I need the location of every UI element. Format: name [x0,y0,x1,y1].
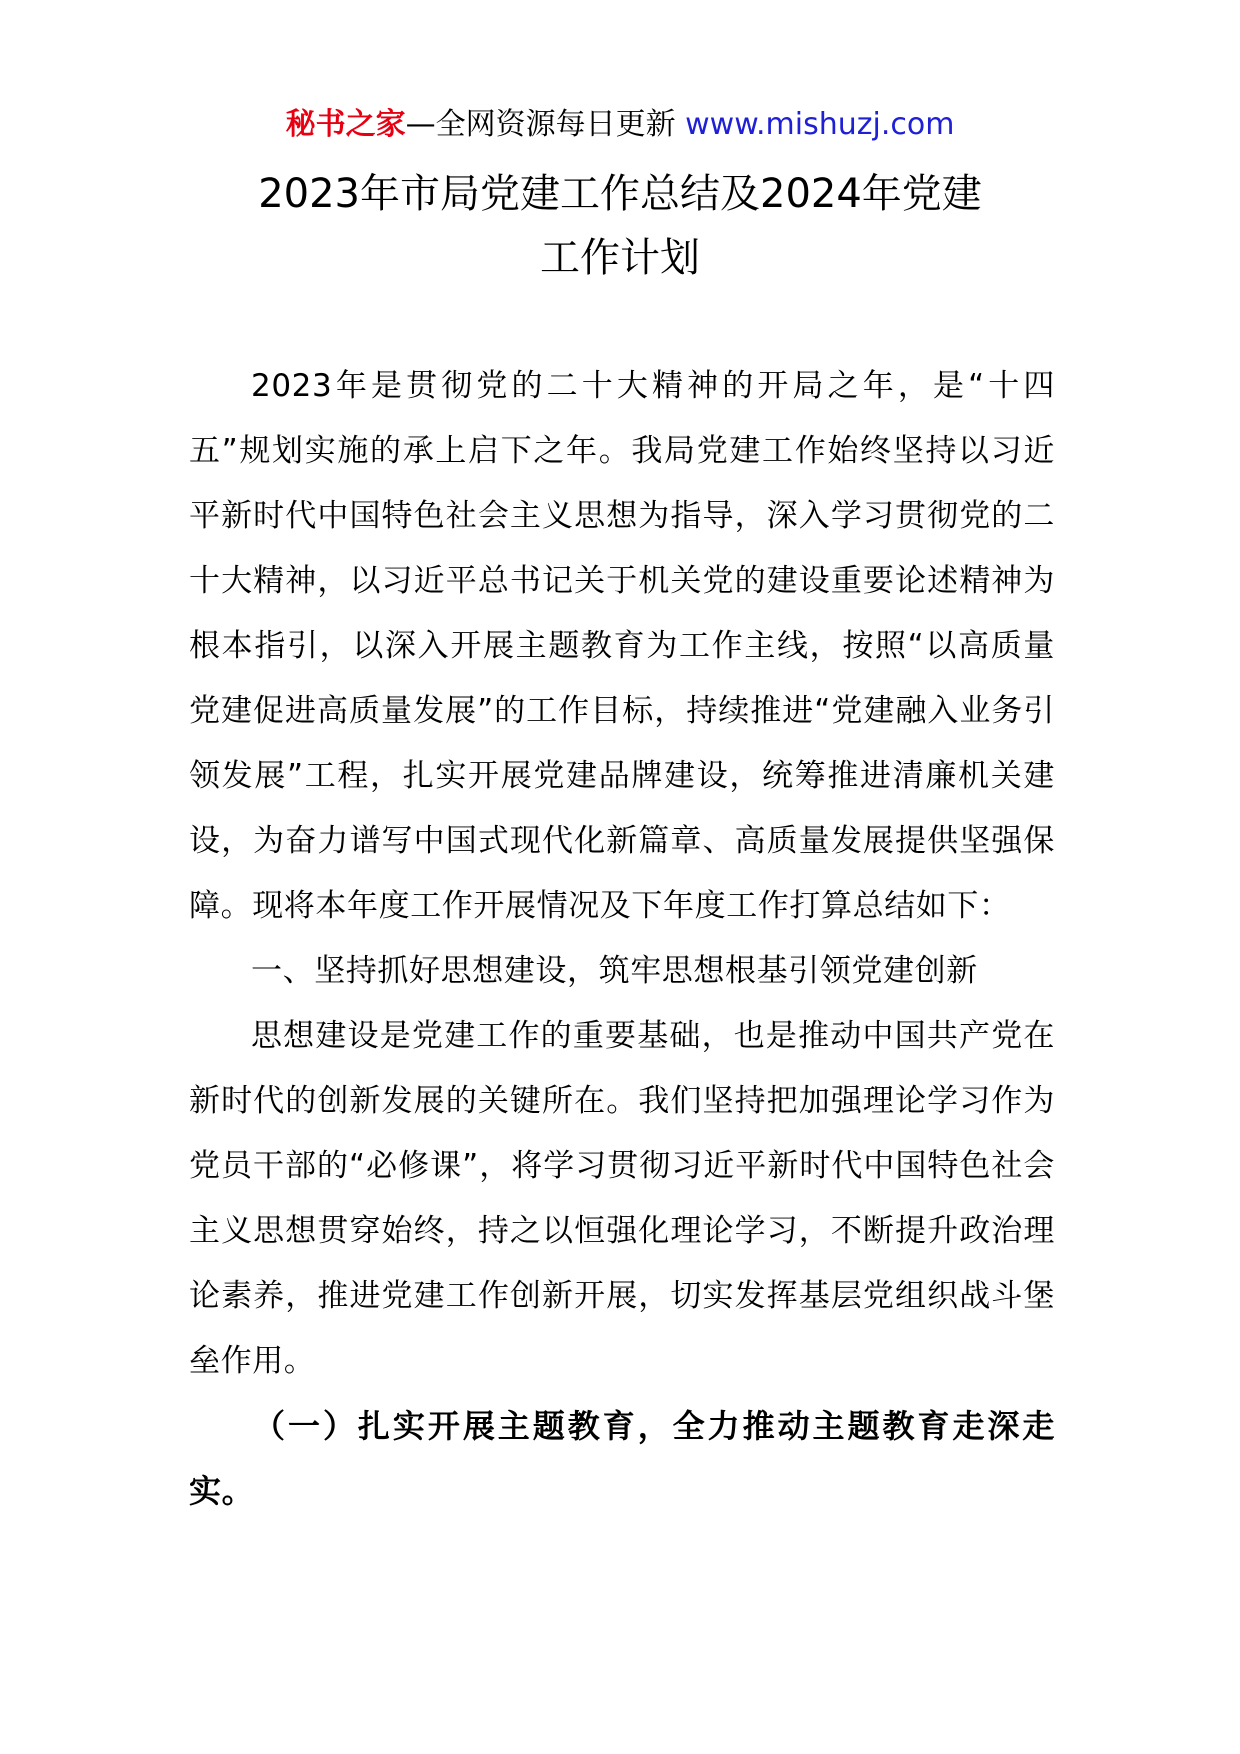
document-title-line-1: 2023年市局党建工作总结及2024年党建 [258,171,982,217]
site-url-link[interactable]: www.mishuzj.com [685,107,955,142]
intro-paragraph: 2023年是贯彻党的二十大精神的开局之年，是“十四五”规划实施的承上启下之年。我局党建工作始终坚持以习近平新时代中国特色社会主义思想为指导，深入学习贯彻党的二十大精神，以习近平总书记关于机关党的建设重要论述精神为根本指引，以深入开展主题教育为工作主线，按照“以高质量党建促进高质量发展”的工作目标，持续推进“党建融入业务引领发展”工程，扎实开展党建品牌建设，统筹推进清廉机关建设，为奋力谱写中国式现代化新篇章、高质量发展提供坚强保障。现将本年度工作开展情况及下年度工作打算总结如下： [189,368,1055,924]
section-heading-1: 一、坚持抓好思想建设，筑牢思想根基引领党建创新 [251,953,978,989]
site-header [0,100,1240,150]
header-tagline: —全网资源每日更新 [405,107,686,142]
document-body [189,354,1055,1524]
subsection-heading-1: （一）扎实开展主题教育，全力推动主题教育走深走实。 [189,1407,1055,1510]
section-1-paragraph: 思想建设是党建工作的重要基础，也是推动中国共产党在新时代的创新发展的关键所在。我们坚持把加强理论学习作为党员干部的“必修课”，将学习贯彻习近平新时代中国特色社会主义思想贯穿始终，持之以恒强化理论学习，不断提升政治理论素养，推进党建工作创新开展，切实发挥基层党组织战斗堡垒作用。 [189,1018,1055,1379]
brand-name: 秘书之家 [285,107,406,142]
document-title-line-2: 工作计划 [540,235,700,281]
